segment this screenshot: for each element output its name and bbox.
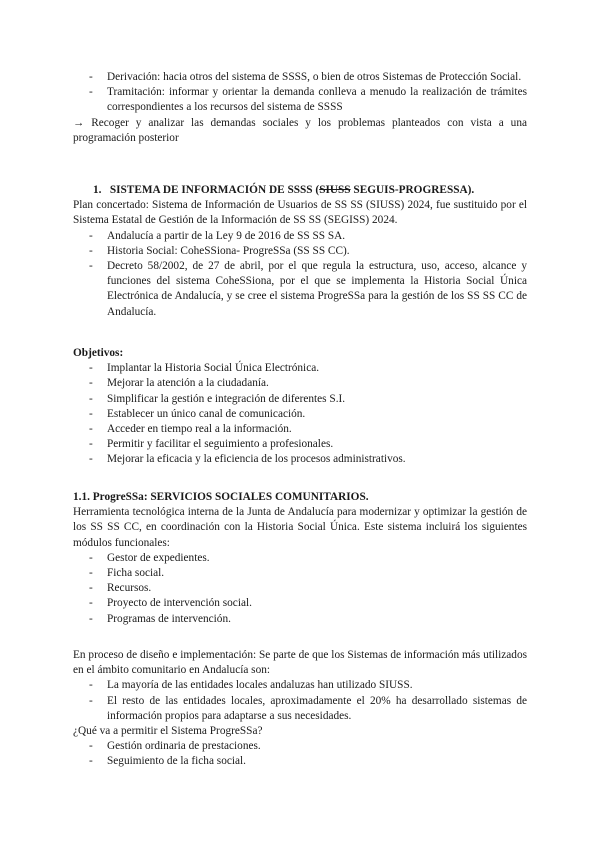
list-item: - Implantar la Historia Social Única Electrónica.: [73, 361, 527, 376]
list-item: - La mayoría de las entidades locales andaluzas han utilizado SIUSS.: [73, 678, 527, 693]
list-item: - Simplificar la gestión e integración de diferentes S.I.: [73, 392, 527, 407]
list-item: - Derivación: hacia otros del sistema de SSSS, o bien de otros Sistemas de Protección Social.: [73, 70, 527, 85]
list-item: - Gestor de expedientes.: [73, 551, 527, 566]
arrow-paragraph: → Recoger y analizar las demandas sociales y los problemas planteados con vista a una programación posterior: [73, 116, 527, 144]
list-item: - Proyecto de intervención social.: [73, 596, 527, 611]
list-item: - Mejorar la eficacia y la eficiencia de los procesos administrativos.: [73, 452, 527, 467]
list-item: - Acceder en tiempo real a la información.: [73, 422, 527, 437]
section-1-heading: [73, 183, 527, 198]
section-1-title-before: SISTEMA DE INFORMACIÓN DE SSSS (: [109, 184, 320, 196]
process-intro: En proceso de diseño e implementación: Se parte de que los Sistemas de información más utilizados en el ámbito comunitario en Andalucía son:: [73, 649, 527, 677]
objectives-heading: Objetivos:: [73, 347, 124, 359]
section-1-1-list: [73, 551, 527, 627]
section-1-1-intro: Herramienta tecnológica interna de la Junta de Andalucía para modernizar y optimizar la gestión de los SS SS CC, en coordinación con la Historia Social Única. Este sistema incluirá los siguientes módulos funcionales:: [73, 506, 527, 549]
list-item: - Programas de intervención.: [73, 612, 527, 627]
top-list: [73, 70, 527, 116]
list-item: - Permitir y facilitar el seguimiento a profesionales.: [73, 437, 527, 452]
list-item: - Establecer un único canal de comunicación.: [73, 407, 527, 422]
section-1-title-after: SEGUIS-PROGRESSA).: [350, 184, 475, 196]
list-item: - Andalucía a partir de la Ley 9 de 2016 de SS SS SA.: [73, 229, 527, 244]
list-item: - Mejorar la atención a la ciudadanía.: [73, 376, 527, 391]
section-1-number: 1.: [93, 184, 102, 196]
objectives-list: [73, 361, 527, 467]
list-item: - El resto de las entidades locales, aproximadamente el 20% ha desarrollado sistemas de información propios para adaptarse a sus necesidades.: [73, 694, 527, 724]
section-1-list: [73, 229, 527, 320]
list-item: - Recursos.: [73, 581, 527, 596]
section-1-title-struck: SIUSS: [319, 184, 351, 196]
list-item: - Ficha social.: [73, 566, 527, 581]
section-1-1-heading: 1.1. ProgreSSa: SERVICIOS SOCIALES COMUNITARIOS.: [73, 491, 369, 503]
list-item: - Seguimiento de la ficha social.: [73, 754, 527, 769]
process-answers: [73, 739, 527, 769]
list-item: - Decreto 58/2002, de 27 de abril, por el que regula la estructura, uso, acceso, alcance y funciones del sistema CoheSSiona, por el que se implementa la Historia Social Única Electrónica de Andalucía, y se cree el sistema ProgreSSa para la gestión de los SS SS CC de Andalucía.: [73, 259, 527, 320]
process-list: [73, 678, 527, 724]
list-item: - Tramitación: informar y orientar la demanda conlleva a menudo la realización de trámites correspondientes a los recursos del sistema de SSSS: [73, 85, 527, 115]
top-list-block: [73, 70, 527, 146]
process-question: ¿Qué va a permitir el Sistema ProgreSSa?: [73, 725, 263, 738]
objectives-section: [73, 346, 527, 468]
section-1-intro: Plan concertado: Sistema de Información de Usuarios de SS SS (SIUSS) 2024, fue sustituido por el Sistema Estatal de Gestión de la Información de SS SS (SEGISS) 2024.: [73, 199, 527, 227]
list-item: - Historia Social: CoheSSiona- ProgreSSa (SS SS CC).: [73, 244, 527, 259]
section-1: [73, 183, 527, 320]
list-item: - Gestión ordinaria de prestaciones.: [73, 739, 527, 754]
process-section: [73, 648, 527, 770]
section-1-1: [73, 490, 527, 627]
